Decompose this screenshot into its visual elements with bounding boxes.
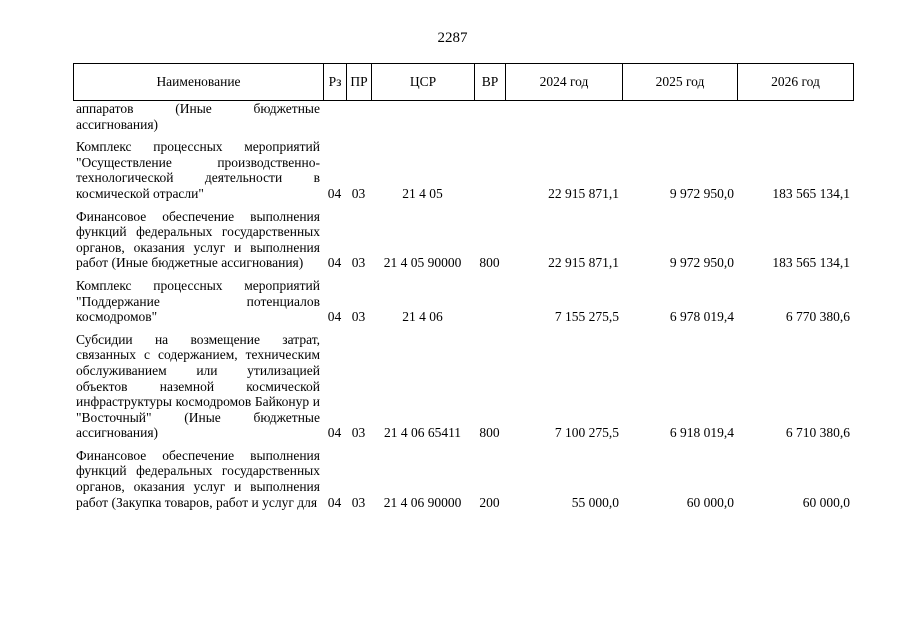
row-csr: 21 4 06 65411 [383, 425, 462, 441]
row-amount-2024 [505, 101, 622, 139]
row-amount-2024: 22 915 871,1 [548, 185, 619, 201]
row-amount-2026: 183 565 134,1 [772, 185, 850, 201]
table-row [73, 278, 853, 332]
row-amount-2024: 55 000,0 [571, 494, 619, 510]
row-csr [371, 101, 474, 139]
column-header-pr: ПР [347, 64, 372, 101]
table-row [73, 448, 853, 510]
row-rz: 04 [327, 255, 342, 271]
column-header-name: Наименование [74, 64, 324, 101]
row-vr: 800 [479, 425, 500, 441]
row-name: Субсидии на возмещение затрат, связанных с содержанием, техническим обслуживанием или утилизацией объектов наземной космической инфраструктуры космодромов Байконур и "Восточный" (Иные бюджетные ассигнования) [76, 331, 320, 441]
row-rz: 04 [327, 309, 342, 325]
column-header-vr: ВР [475, 64, 506, 101]
row-rz: 04 [327, 425, 342, 441]
row-amount-2025: 6 918 019,4 [669, 425, 734, 441]
table-row [73, 209, 853, 278]
row-amount-2025 [622, 101, 737, 139]
table-row [73, 332, 853, 448]
row-pr [346, 101, 371, 139]
row-rz: 04 [327, 494, 342, 510]
column-header-2024: 2024 год [506, 64, 623, 101]
row-amount-2025: 6 978 019,4 [669, 309, 734, 325]
page-number: 2287 [437, 30, 468, 46]
row-csr: 21 4 06 90000 [383, 494, 462, 510]
row-name: Финансовое обеспечение выполнения функций федеральных государственных органов, оказания услуг и выполнения работ (Закупка товаров, работ и услуг для [76, 447, 320, 510]
column-header-csr: ЦСР [372, 64, 475, 101]
row-amount-2025: 9 972 950,0 [669, 255, 734, 271]
column-header-rz: Рз [324, 64, 347, 101]
row-pr: 03 [351, 255, 366, 271]
row-name: Финансовое обеспечение выполнения функций федеральных государственных органов, оказания услуг и выполнения работ (Иные бюджетные ассигнования) [76, 208, 320, 271]
row-amount-2024: 22 915 871,1 [548, 255, 619, 271]
row-csr: 21 4 05 90000 [383, 255, 462, 271]
budget-table [73, 101, 853, 510]
table-row [73, 139, 853, 208]
row-amount-2026: 6 710 380,6 [785, 425, 850, 441]
row-amount-2025: 9 972 950,0 [669, 185, 734, 201]
row-vr: 200 [479, 494, 500, 510]
row-amount-2024: 7 100 275,5 [554, 425, 619, 441]
row-csr: 21 4 06 [402, 309, 443, 325]
row-vr [474, 278, 505, 332]
row-pr: 03 [351, 425, 366, 441]
row-name: Комплекс процессных мероприятий "Осуществление производственно-технологической деятельности в космической отрасли" [76, 139, 320, 201]
row-vr [474, 101, 505, 139]
row-amount-2026: 183 565 134,1 [772, 255, 850, 271]
row-pr: 03 [351, 309, 366, 325]
row-vr: 800 [479, 255, 500, 271]
row-amount-2026: 6 770 380,6 [785, 309, 850, 325]
table-row [73, 101, 853, 139]
row-pr: 03 [351, 185, 366, 201]
row-vr [474, 139, 505, 208]
row-amount-2026: 60 000,0 [802, 494, 850, 510]
row-name: аппаратов (Иные бюджетные ассигнования) [76, 101, 320, 132]
row-rz [323, 101, 346, 139]
column-header-2025: 2025 год [623, 64, 738, 101]
row-amount-2025: 60 000,0 [686, 494, 734, 510]
table-header [73, 63, 854, 101]
row-rz: 04 [327, 185, 342, 201]
row-pr: 03 [351, 494, 366, 510]
column-header-2026: 2026 год [738, 64, 854, 101]
row-csr: 21 4 05 [402, 185, 443, 201]
row-amount-2026 [737, 101, 853, 139]
row-amount-2024: 7 155 275,5 [554, 309, 619, 325]
row-name: Комплекс процессных мероприятий "Поддержание потенциалов космодромов" [76, 277, 320, 325]
